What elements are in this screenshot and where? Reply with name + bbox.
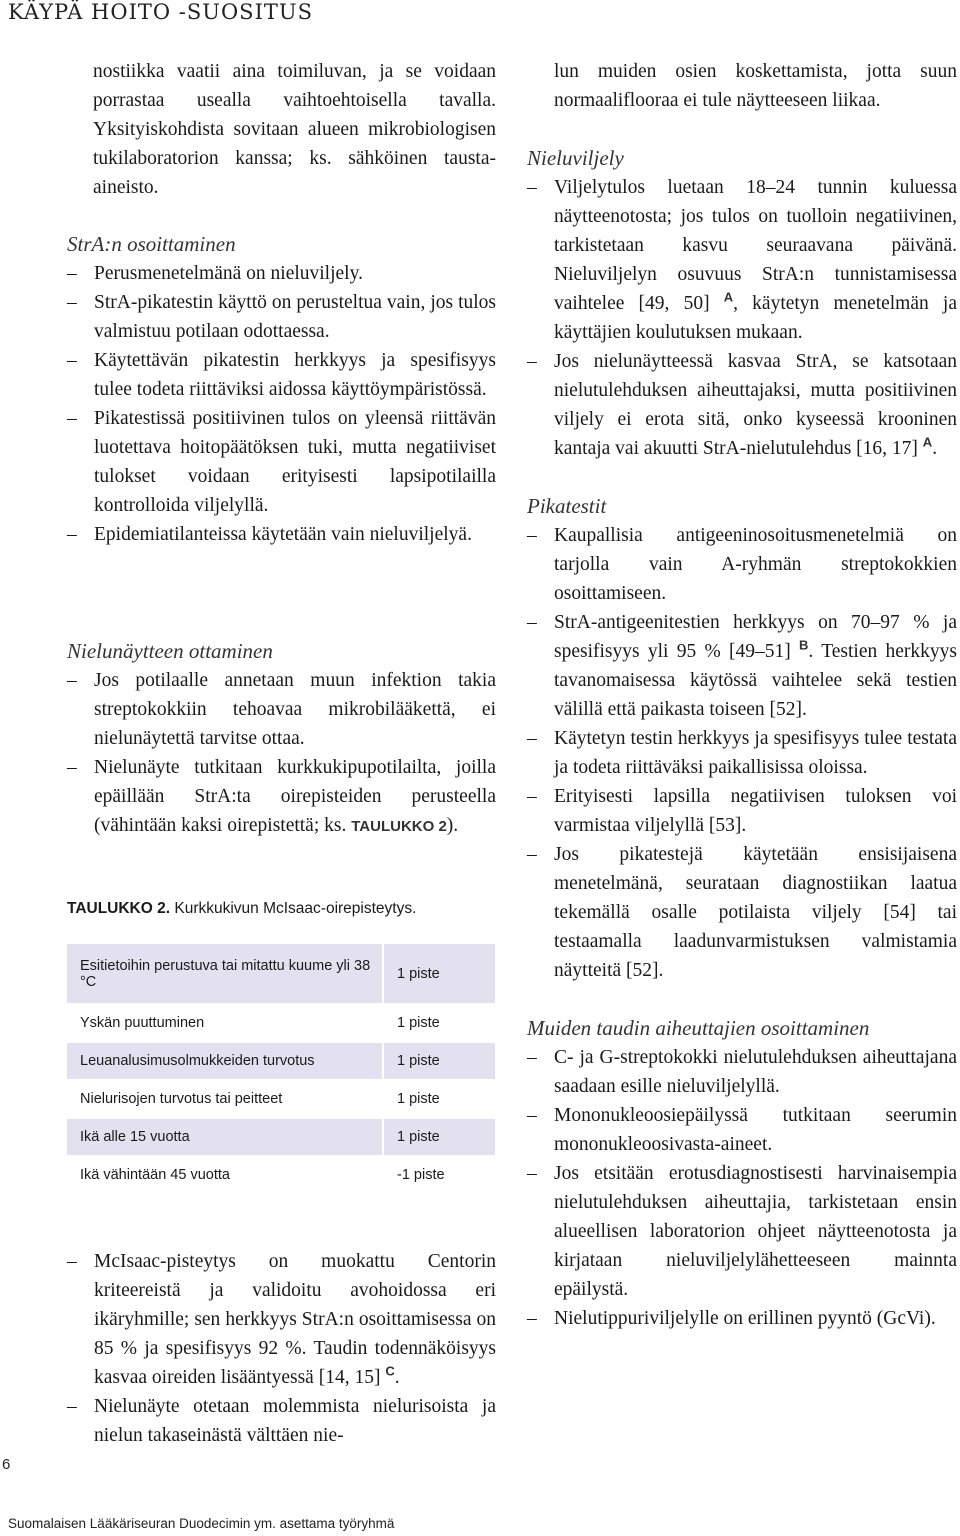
points-cell: 1 piste xyxy=(383,1004,495,1042)
table-label: TAULUKKO 2. xyxy=(67,900,171,917)
list-item: – Pikatestissä positiivinen tulos on yleensä riittävän luotettava hoitopäätöksen tuki, mutta negatiiviset tulokset voidaan erityisesti lapsipotilailla kontrolloida viljelyllä. xyxy=(67,404,496,520)
list-item: – Nielunäyte tutkitaan kurkkukipupotilailta, joilla epäillään StrA:ta oirepisteiden perusteella (vähintään kaksi oirepistettä; ks. TAULUKKO 2). xyxy=(67,753,496,841)
list-item: – Nielutippuriviljelylle on erillinen pyyntö (GcVi). xyxy=(527,1304,957,1333)
list-item: – Käytetyn testin herkkyys ja spesifisyys tulee testata ja todeta riittäväksi paikallisissa oloissa. xyxy=(527,724,957,782)
evidence-grade-badge: B xyxy=(799,637,809,653)
list-item: – Viljelytulos luetaan 18–24 tunnin kuluessa näytteenotosta; jos tulos on tuolloin negatiivinen, tarkistetaan kasvu seuraavana päivänä. Nieluviljelyn osuvuus StrA:n tunnistamisessa vaihtelee [49, 50] $^A$, käytetyn menetelmän ja käyttäjien koulutuksen mukaan. xyxy=(527,173,957,347)
heading-stra-osoittaminen: StrA:n osoittaminen xyxy=(67,232,236,256)
heading-pikatestit: Pikatestit xyxy=(527,494,607,518)
points-cell: 1 piste xyxy=(383,944,495,1004)
table-row xyxy=(67,1080,495,1118)
dash-marker: – xyxy=(527,1105,537,1126)
table-row xyxy=(67,1004,495,1042)
table-title: Kurkkukivun McIsaac-oirepisteytys. xyxy=(174,900,417,917)
list-item: – Jos nielunäytteessä kasvaa StrA, se katsotaan nielutulehduksen aiheuttajaksi, mutta positiivinen viljely ei erota sitä, onko kyseessä krooninen kantaja vai akuutti StrA-nielutulehdus [16, 17] $^A$. xyxy=(527,347,957,463)
list-item: – C- ja G-streptokokki nielutulehduksen aiheuttajana saadaan esille nieluviljelyllä. xyxy=(527,1043,957,1101)
dash-marker: – xyxy=(67,670,77,691)
dash-marker: – xyxy=(527,1308,537,1329)
criterion-cell: Yskän puuttuminen xyxy=(80,1015,205,1031)
dash-marker: – xyxy=(67,350,77,371)
page-number: 6 xyxy=(2,1456,11,1473)
dash-marker: – xyxy=(67,757,77,778)
page-footer: Suomalaisen Lääkäriseuran Duodecimin ym. asettama työryhmä xyxy=(8,1516,395,1531)
dash-marker: – xyxy=(527,525,537,546)
list-item: – Mononukleoosiepäilyssä tutkitaan seerumin mononukleoosivasta-aineet. xyxy=(527,1101,957,1159)
dash-marker: – xyxy=(527,728,537,749)
criterion-cell: Ikä vähintään 45 vuotta xyxy=(80,1167,230,1183)
list-item: – Käytettävän pikatestin herkkyys ja spesifisyys tulee todeta riittäviksi aidossa käyttöympäristössä. xyxy=(67,346,496,404)
list-item: – Epidemiatilanteissa käytetään vain nieluviljelyä. xyxy=(67,520,496,549)
criterion-cell: Leuanalusimusolmukkeiden turvotus xyxy=(67,1042,383,1080)
right-column xyxy=(527,57,957,1333)
evidence-grade-badge: A xyxy=(922,434,933,450)
table-caption xyxy=(67,900,416,918)
points-cell: 1 piste xyxy=(383,1118,495,1156)
points-cell: -1 piste xyxy=(383,1156,495,1194)
dash-marker: – xyxy=(67,263,77,284)
heading-nieluviljely: Nieluviljely xyxy=(527,146,624,170)
dash-marker: – xyxy=(67,1251,77,1272)
running-header: KÄYPÄ HOITO -SUOSITUS xyxy=(8,0,313,24)
points-cell: 1 piste xyxy=(383,1080,495,1118)
mcisaac-score-table xyxy=(67,944,495,1195)
left-section-nielunayte xyxy=(67,637,496,841)
dash-marker: – xyxy=(527,786,537,807)
criterion-cell: Esitietoihin perustuva tai mitattu kuume yli 38 °C xyxy=(67,944,383,1004)
dash-marker: – xyxy=(67,524,77,545)
dash-marker: – xyxy=(527,1047,537,1068)
left-intro-paragraph: nostiikka vaatii aina toimiluvan, ja se voidaan porrastaa usealla vaihtoehtoisella tavalla. Yksityiskohdista sovitaan alueen mikrobiologisen tukilaboratorion kanssa; ks. sähköinen tausta-aineisto. xyxy=(93,61,496,198)
dash-marker: – xyxy=(527,177,537,198)
evidence-grade-badge: A xyxy=(723,289,734,305)
heading-nielunaytteen-ottaminen: Nielunäytteen ottaminen xyxy=(67,639,273,663)
evidence-grade-badge: C xyxy=(385,1363,395,1379)
right-intro-paragraph: lun muiden osien koskettamista, jotta suun normaaliflooraa ei tule näytteeseen liikaa. xyxy=(554,61,957,111)
table-row xyxy=(67,944,495,1004)
list-item: – Nielunäyte otetaan molemmista nielurisoista ja nielun takaseinästä välttäen nie- xyxy=(67,1392,496,1450)
list-item: – McIsaac-pisteytys on muokattu Centorin kriteereistä ja validoitu avohoidossa eri ikäryhmille; sen herkkyys StrA:n osoittamisessa on 85 % ja spesifisyys 92 %. Taudin todennäköisyys kasvaa oireiden lisääntyessä [14, 15] $^C$. xyxy=(67,1247,496,1392)
dash-marker: – xyxy=(527,1163,537,1184)
table-row xyxy=(67,1156,495,1194)
table-row xyxy=(67,1118,495,1156)
dash-marker: – xyxy=(527,612,537,633)
list-item: – StrA-pikatestin käyttö on perusteltua vain, jos tulos valmistuu potilaan odottaessa. xyxy=(67,288,496,346)
list-item: – Perusmenetelmänä on nieluviljely. xyxy=(67,259,496,288)
points-cell: 1 piste xyxy=(383,1042,495,1080)
dash-marker: – xyxy=(67,1396,77,1417)
dash-marker: – xyxy=(527,844,537,865)
list-item: – Jos etsitään erotusdiagnostisesti harvinaisempia nielutulehduksen aiheuttajia, tarkistetaan ensin alueellisen laboratorion ohjeet näytteenotosta ja kirjataan nieluviljelylähetteeseen mainnta epäilystä. xyxy=(527,1159,957,1304)
table-row xyxy=(67,1042,495,1080)
dash-marker: – xyxy=(527,351,537,372)
criterion-cell: Nielurisojen turvotus tai peitteet xyxy=(80,1091,283,1107)
list-item: – Erityisesti lapsilla negatiivisen tuloksen voi varmistaa viljelyllä [53]. xyxy=(527,782,957,840)
list-item: – StrA-antigeenitestien herkkyys on 70–97 % ja spesifisyys yli 95 % [49–51] $^B$. Testien herkkyys tavanomaisessa käytössä vaihtelee sekä testien välillä että paikasta toiseen [52]. xyxy=(527,608,957,724)
left-section-stra xyxy=(67,230,496,549)
list-item: – Jos potilaalle annetaan muun infektion takia streptokokkiin tehoavaa mikrobilääkettä, ei nielunäytettä tarvitse ottaa. xyxy=(67,666,496,753)
dash-marker: – xyxy=(67,292,77,313)
criterion-cell: Ikä alle 15 vuotta xyxy=(67,1118,383,1156)
dash-marker: – xyxy=(67,408,77,429)
heading-muiden-aiheuttajien: Muiden taudin aiheuttajien osoittaminen xyxy=(527,1016,870,1040)
table-2-link[interactable]: TAULUKKO 2 xyxy=(351,818,447,835)
list-item: – Jos pikatestejä käytetään ensisijaisena menetelmänä, seurataan diagnostiikan laatua tekemällä osalle potilaista viljely [54] tai testaamalla laadunvarmistuksen valmistamia näytteitä [52]. xyxy=(527,840,957,985)
list-item: – Kaupallisia antigeeninosoitusmenetelmiä on tarjolla vain A-ryhmän streptokokkien osoittamiseen. xyxy=(527,521,957,608)
left-section-mcisaac xyxy=(67,1247,496,1450)
left-column xyxy=(93,57,496,202)
